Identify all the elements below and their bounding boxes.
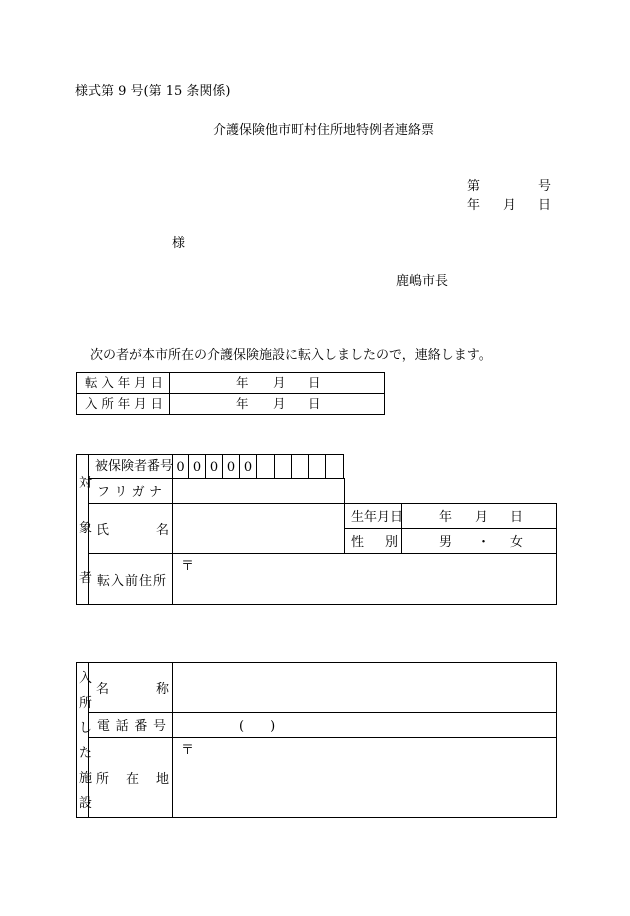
- subject-side-char-2: 象: [79, 521, 93, 536]
- insured-digit-cell[interactable]: 0: [206, 454, 223, 479]
- date-year: 年: [467, 198, 481, 213]
- prev-address-field[interactable]: [172, 553, 557, 605]
- facility-name-label-cell: 名 称: [88, 662, 173, 713]
- insured-number-label: 被保険者番号: [95, 459, 174, 474]
- doc-no-dai: 第: [467, 179, 481, 194]
- sender-name: 鹿嶋市長: [396, 274, 449, 289]
- sex-field[interactable]: 男 ・ 女: [401, 528, 557, 554]
- facility-side-char-5: 施: [79, 771, 93, 786]
- insured-digit-cell[interactable]: 0: [172, 454, 189, 479]
- subject-side-char-3: 者: [79, 571, 93, 586]
- prev-address-label-cell: 転 入 前 住 所: [88, 553, 173, 605]
- birth-label-cell: 生年月日: [344, 503, 402, 529]
- furigana-label-cell: フ リ ガ ナ: [88, 478, 173, 504]
- insured-number-grid: [172, 454, 346, 479]
- furigana-field[interactable]: [172, 478, 345, 504]
- insured-digit-cell[interactable]: 0: [223, 454, 240, 479]
- name-label-cell: 氏 名: [88, 503, 173, 554]
- insured-digit-cell[interactable]: [326, 454, 344, 479]
- move-in-date-field[interactable]: 年 月 日: [170, 373, 385, 394]
- admit-date-label: 入 所 年 月 日: [77, 394, 170, 415]
- insured-digit-cell[interactable]: 0: [189, 454, 206, 479]
- insured-digit-cell[interactable]: [292, 454, 309, 479]
- facility-name-field[interactable]: [172, 662, 557, 713]
- facility-side-char-4: た: [79, 746, 93, 761]
- doc-no-go: 号: [538, 179, 552, 194]
- intro-text: 次の者が本市所在の介護保険施設に転入しましたので，連絡します。: [90, 348, 492, 363]
- move-in-date-label: 転 入 年 月 日: [77, 373, 170, 394]
- facility-phone-field[interactable]: ( ): [172, 712, 557, 738]
- form-number: 様式第 9 号(第 15 条関係): [75, 84, 231, 99]
- sex-label-cell: 性 別: [344, 528, 402, 554]
- birth-date-field[interactable]: 年 月 日: [401, 503, 557, 529]
- transfer-date-table: [76, 372, 385, 415]
- facility-location-label-cell: 所 在 地: [88, 737, 173, 818]
- facility-location-field[interactable]: [172, 737, 557, 818]
- date-month: 月: [503, 198, 517, 213]
- subject-side-char-1: 対: [79, 476, 93, 491]
- form-title: 介護保険他市町村住所地特例者連絡票: [213, 123, 435, 138]
- postal-mark: 〒: [181, 559, 195, 574]
- name-field[interactable]: [172, 503, 345, 554]
- facility-side-char-6: 設: [79, 796, 93, 811]
- insured-digit-cell[interactable]: [275, 454, 292, 479]
- admit-date-field[interactable]: 年 月 日: [170, 394, 385, 415]
- facility-phone-label-cell: 電 話 番 号: [88, 712, 173, 738]
- insured-digit-cell[interactable]: 0: [240, 454, 257, 479]
- postal-mark: 〒: [181, 743, 195, 758]
- insured-digit-cell[interactable]: [309, 454, 326, 479]
- facility-side-char-1: 入: [79, 671, 93, 686]
- insured-digit-cell[interactable]: [257, 454, 275, 479]
- addressee-suffix: 様: [172, 236, 186, 251]
- facility-side-char-2: 所: [79, 696, 93, 711]
- date-day: 日: [538, 198, 552, 213]
- facility-side-char-3: し: [79, 721, 93, 736]
